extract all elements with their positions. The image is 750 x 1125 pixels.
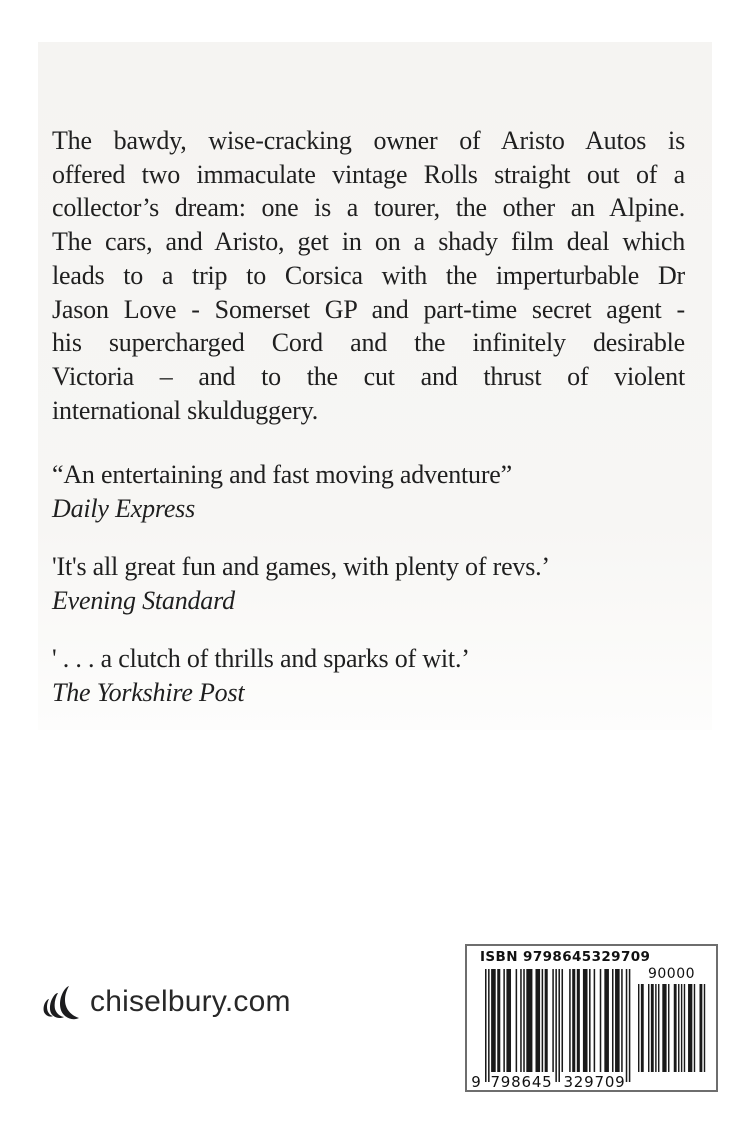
blurb-line: leads to a trip to Corsica with the imperturbable Dr	[52, 260, 685, 290]
ean13-barcode	[485, 969, 631, 1083]
review-item	[52, 550, 702, 618]
review-item	[52, 458, 702, 526]
review-item	[52, 642, 702, 710]
review-source: Daily Express	[52, 494, 196, 523]
blurb-line: international skulduggery.	[52, 395, 319, 425]
blurb-line: Victoria – and to the cut and thrust of violent	[52, 361, 685, 391]
blurb-paragraph	[52, 124, 685, 427]
review-source: Evening Standard	[52, 586, 235, 615]
blurb-line: The bawdy, wise-cracking owner of Aristo Autos is	[52, 126, 685, 155]
reviews-section	[52, 458, 702, 734]
blurb-line: collector’s dream: one is a tourer, the other an Alpine.	[52, 193, 685, 223]
ean5-supplement-barcode	[638, 984, 706, 1072]
blurb-line: The cars, and Aristo, get in on a shady film deal which	[52, 227, 685, 257]
barcode-digits-group1: 798645	[490, 1073, 553, 1091]
blurb-line: his supercharged Cord and the infinitely desirable	[52, 328, 685, 358]
review-quote: 'It's all great fun and games, with plenty of revs.’	[52, 552, 550, 581]
blurb-line: offered two immaculate vintage Rolls straight out of a	[52, 159, 685, 189]
barcode-digit-first: 9	[471, 1073, 481, 1091]
supplement-label: 90000	[647, 966, 696, 982]
publisher-website: chiselbury.com	[90, 985, 291, 1018]
blurb-line: Jason Love - Somerset GP and part-time secret agent -	[52, 294, 685, 324]
review-quote: “An entertaining and fast moving adventure”	[52, 460, 512, 489]
review-source: The Yorkshire Post	[52, 678, 245, 707]
chiselbury-swoosh-icon	[40, 985, 80, 1021]
review-quote: ' . . . a clutch of thrills and sparks of wit.’	[52, 644, 470, 673]
barcode-panel	[465, 944, 718, 1092]
isbn-label: ISBN 9798645329709	[480, 949, 651, 965]
barcode-digits-group2: 329709	[563, 1073, 626, 1091]
